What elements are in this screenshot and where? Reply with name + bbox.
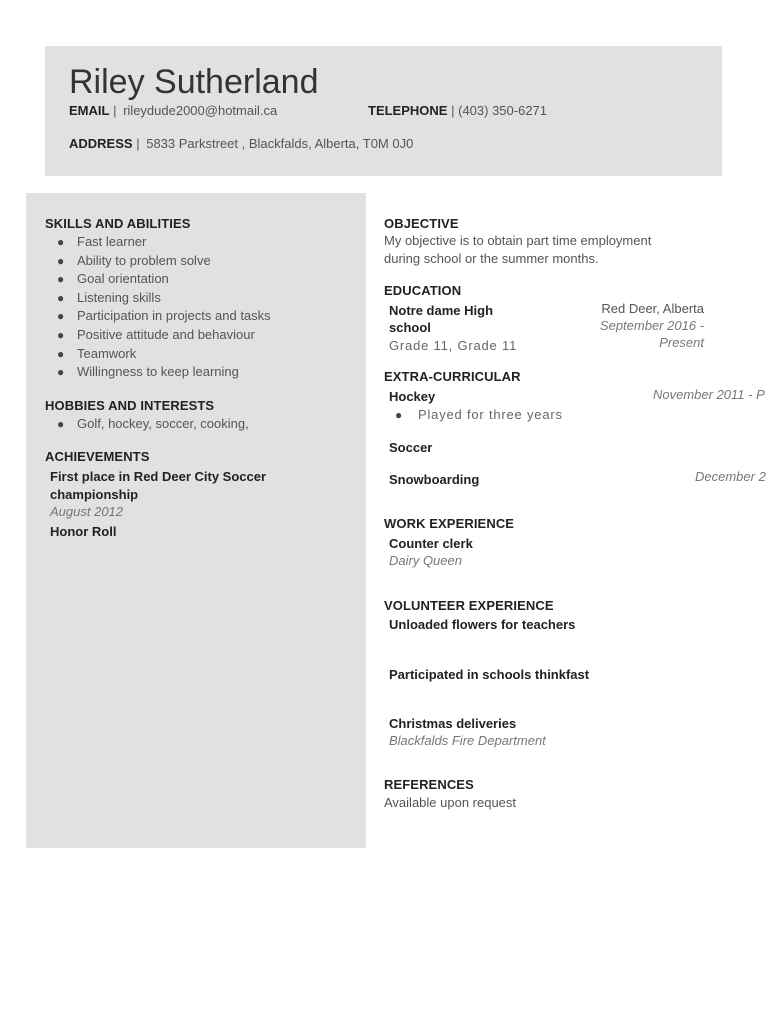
skills-heading: SKILLS AND ABILITIES [45,216,191,231]
volunteer-item: Participated in schools thinkfast [389,667,590,682]
extracurricular-heading: EXTRA-CURRICULAR [384,369,521,384]
list-item: ● Willingness to keep learning [45,363,271,382]
achievement-date: August 2012 [50,504,124,519]
bullet-icon: ● [57,417,65,431]
achievement-honor-roll: Honor Roll [50,524,117,539]
work-experience-heading: WORK EXPERIENCE [384,516,515,531]
hockey-details [389,406,563,425]
list-item: ● Goal orientation [45,270,271,289]
candidate-name: Riley Sutherland [69,63,319,101]
references-heading: REFERENCES [384,777,474,792]
hobbies-list [45,415,249,434]
grades: Grade 11, Grade 11 [389,338,518,353]
email-value[interactable]: rileydude2000@hotmail.ca [123,103,278,118]
hobbies-heading: HOBBIES AND INTERESTS [45,398,215,413]
volunteer-item: Unloaded flowers for teachers [389,617,576,632]
email-label: EMAIL [69,103,110,118]
skills-list [45,233,271,382]
list-item: ● Played for three years [389,406,563,425]
bullet-icon: ● [57,346,65,361]
list-item: ● Participation in projects and tasks [45,307,271,326]
objective-heading: OBJECTIVE [384,216,459,231]
address-value: 5833 Parkstreet , Blackfalds, Alberta, T0M 0J0 [146,136,414,151]
email-separator: | [113,103,117,118]
list-item: ● Fast learner [45,233,271,252]
activity-soccer: Soccer [389,440,433,455]
bullet-icon: ● [57,253,65,268]
education-heading: EDUCATION [384,283,462,298]
objective-text-line1: My objective is to obtain part time employment [384,233,652,248]
list-item: ● Positive attitude and behaviour [45,326,271,345]
achievement-title-continued: championship [50,487,139,502]
education-dates: September 2016 - [599,318,704,333]
bullet-icon: ● [395,408,403,422]
volunteer-experience-heading: VOLUNTEER EXPERIENCE [384,598,554,613]
bullet-icon: ● [57,290,65,305]
activity-hockey: Hockey [389,389,436,404]
list-item: ● Listening skills [45,289,271,308]
address-separator: | [136,136,140,151]
job-title: Counter clerk [389,536,473,551]
address-line [69,136,413,152]
volunteer-item: Christmas deliveries [389,716,517,731]
telephone-label: TELEPHONE [368,103,448,118]
snowboarding-dates: December 2 [695,469,766,484]
bullet-icon: ● [57,309,65,324]
objective-text-line2: during school or the summer months. [384,251,599,266]
volunteer-organization: Blackfalds Fire Department [389,733,546,748]
telephone-line [368,103,547,119]
school-location: Red Deer, Alberta [601,301,704,316]
address-label: ADDRESS [69,136,133,151]
telephone-value: (403) 350-6271 [458,103,548,118]
bullet-icon: ● [57,272,65,287]
bullet-icon: ● [57,365,65,380]
bullet-icon: ● [57,235,65,249]
activity-snowboarding: Snowboarding [389,472,480,487]
list-item: ● Teamwork [45,345,271,364]
bullet-icon: ● [57,327,65,342]
email-line [69,103,277,119]
job-employer: Dairy Queen [389,553,462,568]
achievement-title: First place in Red Deer City Soccer [50,469,267,484]
telephone-separator: | [451,103,455,118]
list-item: ● Golf, hockey, soccer, cooking, [45,415,249,434]
achievements-heading: ACHIEVEMENTS [45,449,150,464]
education-dates-continued: Present [659,335,704,350]
school-name: Notre dame High [389,303,494,318]
hockey-dates: November 2011 - P [653,387,765,402]
list-item: ● Ability to problem solve [45,252,271,271]
school-name-continued: school [389,320,431,335]
references-text: Available upon request [384,795,517,810]
